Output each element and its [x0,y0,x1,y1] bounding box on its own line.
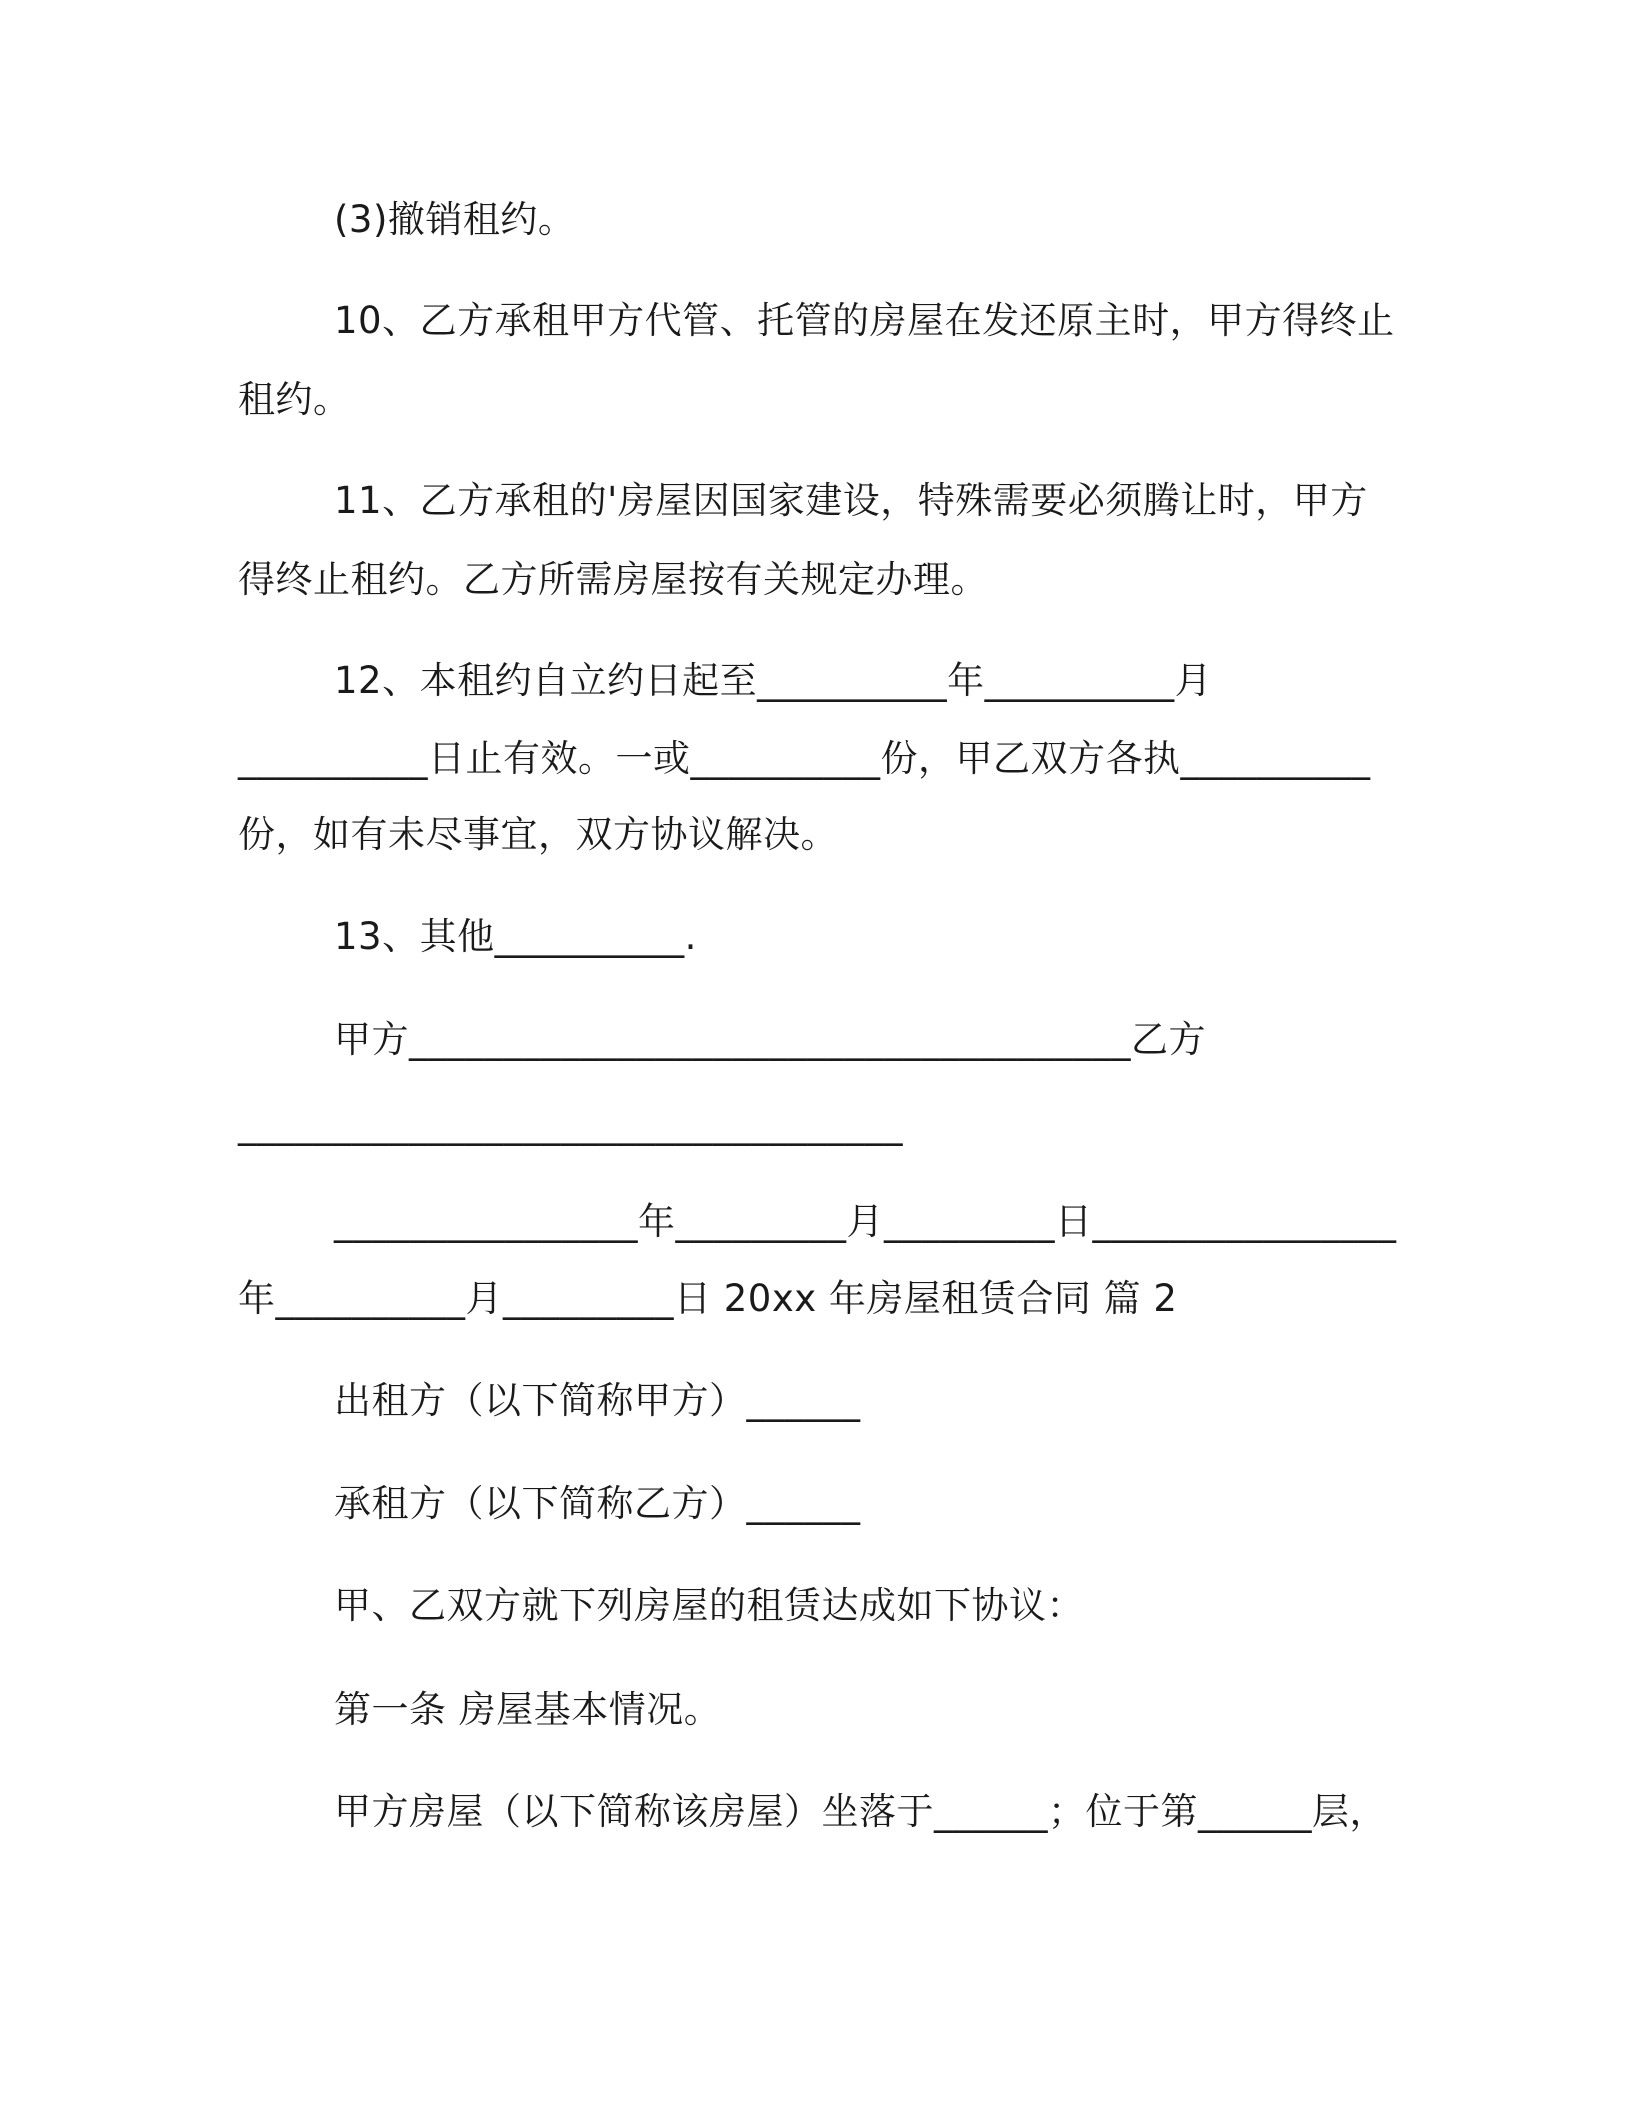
text-line-14: 出租方（以下简称甲方）______ [334,1379,861,1422]
text-line-5: 得终止租约。乙方所需房屋按有关规定办理。 [238,558,988,601]
text-line-4: 11、乙方承租的'房屋因国家建设，特殊需要必须腾让时，甲方 [334,479,1368,522]
text-line-3: 租约。 [238,378,351,421]
text-line-7: __________日止有效。一或__________份，甲乙双方各执__________ [238,737,1371,780]
text-line-11: ___________________________________ [238,1103,903,1146]
text-line-13: 年__________月_________日 20xx 年房屋租赁合同 篇 2 [238,1277,1178,1320]
text-line-9: 13、其他__________. [334,915,697,958]
text-line-16: 甲、乙双方就下列房屋的租赁达成如下协议： [334,1584,1084,1627]
text-line-8: 份，如有未尽事宜，双方协议解决。 [238,813,838,856]
text-line-12: ________________年_________月_________日________________ [334,1200,1397,1243]
text-line-6: 12、本租约自立约日起至__________年__________月 [334,659,1213,702]
text-line-10: 甲方______________________________________乙方 [334,1018,1206,1061]
text-line-18: 甲方房屋（以下简称该房屋）坐落于______；位于第______层， [334,1790,1387,1833]
text-line-17: 第一条 房屋基本情况。 [334,1688,722,1731]
text-line-1: (3)撤销租约。 [334,198,576,241]
text-line-15: 承租方（以下简称乙方）______ [334,1482,861,1525]
text-line-2: 10、乙方承租甲方代管、托管的房屋在发还原主时，甲方得终止 [334,299,1395,342]
